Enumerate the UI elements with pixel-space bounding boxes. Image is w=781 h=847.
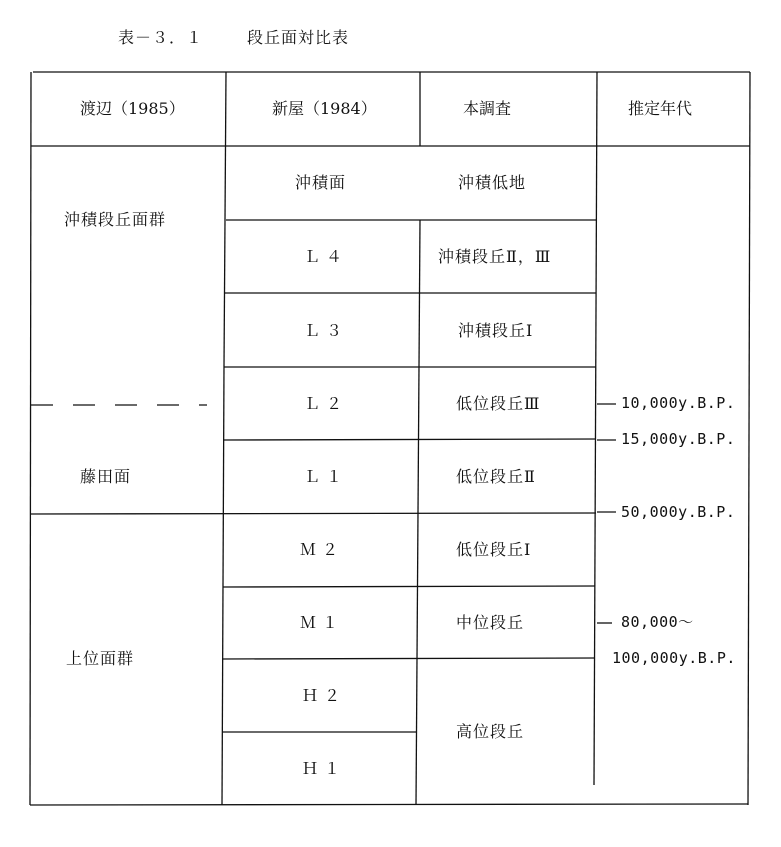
survey-low-terrace-1: 低位段丘Ⅰ xyxy=(456,540,532,559)
col-div-3 xyxy=(594,72,597,785)
row-rule-5 xyxy=(31,513,596,514)
survey-alluvial-terrace-2-3: 沖積段丘Ⅱ，Ⅲ xyxy=(438,247,552,266)
survey-high-terrace: 高位段丘 xyxy=(456,722,525,741)
niiya-L2: Ｌ２ xyxy=(304,394,349,413)
survey-low-terrace-3: 低位段丘Ⅲ xyxy=(456,394,541,413)
header-survey: 本調査 xyxy=(463,99,512,118)
watanabe-upper-group: 上位面群 xyxy=(66,649,135,668)
age-50000: 50,000y.B.P. xyxy=(621,503,736,521)
col-div-1-mid xyxy=(222,366,224,805)
col-div-1-upper xyxy=(225,72,226,220)
col-div-2 xyxy=(416,220,420,805)
watanabe-alluvial-group: 沖積段丘面群 xyxy=(64,210,167,229)
niiya-L4: Ｌ４ xyxy=(304,247,349,266)
survey-low-terrace-2: 低位段丘Ⅱ xyxy=(456,467,536,486)
col-div-1-lower xyxy=(224,220,225,366)
niiya-M2: Ｍ２ xyxy=(300,540,345,559)
row-rule-7 xyxy=(222,658,595,659)
age-100000: 100,000y.B.P. xyxy=(612,649,736,667)
age-15000: 15,000y.B.P. xyxy=(621,430,736,448)
table-number: 表－３．１ xyxy=(118,28,204,47)
niiya-L1: Ｌ１ xyxy=(304,467,349,486)
niiya-M1: Ｍ１ xyxy=(300,613,345,632)
age-10000: 10,000y.B.P. xyxy=(621,394,736,412)
header-age: 推定年代 xyxy=(628,99,693,118)
row-rule-4 xyxy=(224,439,596,440)
survey-alluvial-terrace-1: 沖積段丘Ⅰ xyxy=(458,321,534,340)
frame-left xyxy=(30,72,31,805)
row-rule-6 xyxy=(223,586,595,587)
age-80000: 80,000～ xyxy=(621,613,694,631)
table-title: 段丘面対比表 xyxy=(247,28,350,47)
niiya-alluvial-surface: 沖積面 xyxy=(295,173,347,192)
niiya-H2: Ｈ２ xyxy=(302,686,347,705)
survey-alluvial-lowland: 沖積低地 xyxy=(458,173,527,192)
frame-bottom xyxy=(30,804,748,805)
header-watanabe: 渡辺（1985） xyxy=(80,99,185,118)
watanabe-fujita-surface: 藤田面 xyxy=(80,467,132,486)
niiya-L3: Ｌ３ xyxy=(304,321,349,340)
header-niiya: 新屋（1984） xyxy=(272,99,377,118)
survey-middle-terrace: 中位段丘 xyxy=(456,613,525,632)
niiya-H1: Ｈ１ xyxy=(302,759,347,778)
frame-right xyxy=(748,72,750,805)
